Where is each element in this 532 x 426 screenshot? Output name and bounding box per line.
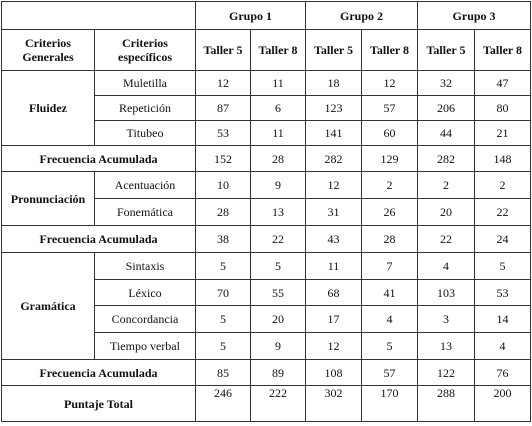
value-cell: 5 [196, 306, 251, 333]
value-cell: 11 [306, 253, 362, 280]
value-cell: 123 [306, 96, 362, 121]
value-cell: 17 [306, 306, 362, 333]
total-cell: 24 [475, 226, 531, 253]
header-taller: Taller 5 [306, 30, 362, 71]
value-cell: 53 [196, 121, 251, 146]
value-cell: 2 [418, 172, 475, 199]
total-row [2, 146, 531, 172]
value-cell: 5 [362, 333, 418, 360]
value-cell: 5 [196, 333, 251, 360]
value-cell: 10 [196, 172, 251, 199]
header-group-2: Grupo 2 [306, 2, 418, 30]
value-cell: 14 [475, 306, 531, 333]
value-cell: 18 [306, 71, 362, 96]
value-cell: 22 [475, 199, 531, 226]
section-name-pronunciacion: Pronunciación [2, 172, 95, 226]
total-cell: 57 [362, 360, 418, 386]
criterion-label: Tiempo verbal [95, 333, 196, 360]
value-cell: 53 [475, 280, 531, 306]
criterion-label: Sintaxis [95, 253, 196, 280]
grand-total-cell: 302 [306, 386, 362, 422]
grand-total-cell: 288 [418, 386, 475, 422]
total-cell: 129 [362, 146, 418, 172]
value-cell: 55 [251, 280, 306, 306]
header-taller: Taller 8 [475, 30, 531, 71]
header-taller: Taller 5 [196, 30, 251, 71]
value-cell: 13 [418, 333, 475, 360]
grand-total-cell: 246 [196, 386, 251, 422]
criterion-label: Léxico [95, 280, 196, 306]
value-cell: 32 [418, 71, 475, 96]
grand-total-cell: 200 [475, 386, 531, 422]
value-cell: 31 [306, 199, 362, 226]
value-cell: 4 [418, 253, 475, 280]
value-cell: 28 [196, 199, 251, 226]
value-cell: 12 [306, 172, 362, 199]
table-row [2, 71, 531, 96]
value-cell: 2 [362, 172, 418, 199]
total-cell: 108 [306, 360, 362, 386]
criterion-label: Titubeo [95, 121, 196, 146]
frequency-table [1, 1, 531, 422]
value-cell: 2 [475, 172, 531, 199]
total-cell: 22 [251, 226, 306, 253]
value-cell: 11 [251, 71, 306, 96]
value-cell: 20 [251, 306, 306, 333]
value-cell: 5 [251, 253, 306, 280]
value-cell: 26 [362, 199, 418, 226]
total-cell: 282 [306, 146, 362, 172]
value-cell: 9 [251, 172, 306, 199]
value-cell: 5 [196, 253, 251, 280]
total-cell: 28 [251, 146, 306, 172]
value-cell: 47 [475, 71, 531, 96]
criterion-label: Muletilla [95, 71, 196, 96]
header-row-talleres [2, 30, 531, 71]
value-cell: 4 [475, 333, 531, 360]
header-criterios-especificos: Criterios específicos [95, 30, 196, 71]
total-cell: 28 [362, 226, 418, 253]
section-name-fluidez: Fluidez [2, 71, 95, 146]
total-label: Frecuencia Acumulada [2, 146, 196, 172]
grand-total-label: Puntaje Total [2, 386, 196, 422]
total-cell: 38 [196, 226, 251, 253]
grand-total-cell: 222 [251, 386, 306, 422]
header-taller: Taller 8 [362, 30, 418, 71]
total-cell: 85 [196, 360, 251, 386]
total-row [2, 226, 531, 253]
value-cell: 11 [251, 121, 306, 146]
criterion-label: Fonemática [95, 199, 196, 226]
value-cell: 13 [251, 199, 306, 226]
value-cell: 21 [475, 121, 531, 146]
value-cell: 103 [418, 280, 475, 306]
header-taller: Taller 5 [418, 30, 475, 71]
total-cell: 22 [418, 226, 475, 253]
total-cell: 89 [251, 360, 306, 386]
total-row [2, 360, 531, 386]
value-cell: 12 [306, 333, 362, 360]
criterion-label: Repetición [95, 96, 196, 121]
total-cell: 282 [418, 146, 475, 172]
value-cell: 60 [362, 121, 418, 146]
value-cell: 57 [362, 96, 418, 121]
value-cell: 7 [362, 253, 418, 280]
value-cell: 206 [418, 96, 475, 121]
value-cell: 3 [418, 306, 475, 333]
header-group-3: Grupo 3 [418, 2, 531, 30]
total-label: Frecuencia Acumulada [2, 360, 196, 386]
grand-total-row [2, 386, 531, 422]
header-criterios-generales: Criterios Generales [2, 30, 95, 71]
section-name-gramatica: Gramática [2, 253, 95, 360]
header-row-groups [2, 2, 531, 30]
value-cell: 44 [418, 121, 475, 146]
grand-total-cell: 170 [362, 386, 418, 422]
total-cell: 76 [475, 360, 531, 386]
total-cell: 152 [196, 146, 251, 172]
criterion-label: Acentuación [95, 172, 196, 199]
header-group-1: Grupo 1 [196, 2, 306, 30]
value-cell: 9 [251, 333, 306, 360]
value-cell: 70 [196, 280, 251, 306]
value-cell: 41 [362, 280, 418, 306]
criterion-label: Concordancia [95, 306, 196, 333]
value-cell: 12 [362, 71, 418, 96]
header-empty-cell [2, 2, 196, 30]
value-cell: 80 [475, 96, 531, 121]
table-row [2, 253, 531, 280]
value-cell: 87 [196, 96, 251, 121]
header-taller: Taller 8 [251, 30, 306, 71]
total-cell: 122 [418, 360, 475, 386]
total-cell: 148 [475, 146, 531, 172]
value-cell: 141 [306, 121, 362, 146]
value-cell: 12 [196, 71, 251, 96]
total-label: Frecuencia Acumulada [2, 226, 196, 253]
value-cell: 20 [418, 199, 475, 226]
value-cell: 4 [362, 306, 418, 333]
value-cell: 6 [251, 96, 306, 121]
value-cell: 5 [475, 253, 531, 280]
value-cell: 68 [306, 280, 362, 306]
total-cell: 43 [306, 226, 362, 253]
table-row [2, 172, 531, 199]
